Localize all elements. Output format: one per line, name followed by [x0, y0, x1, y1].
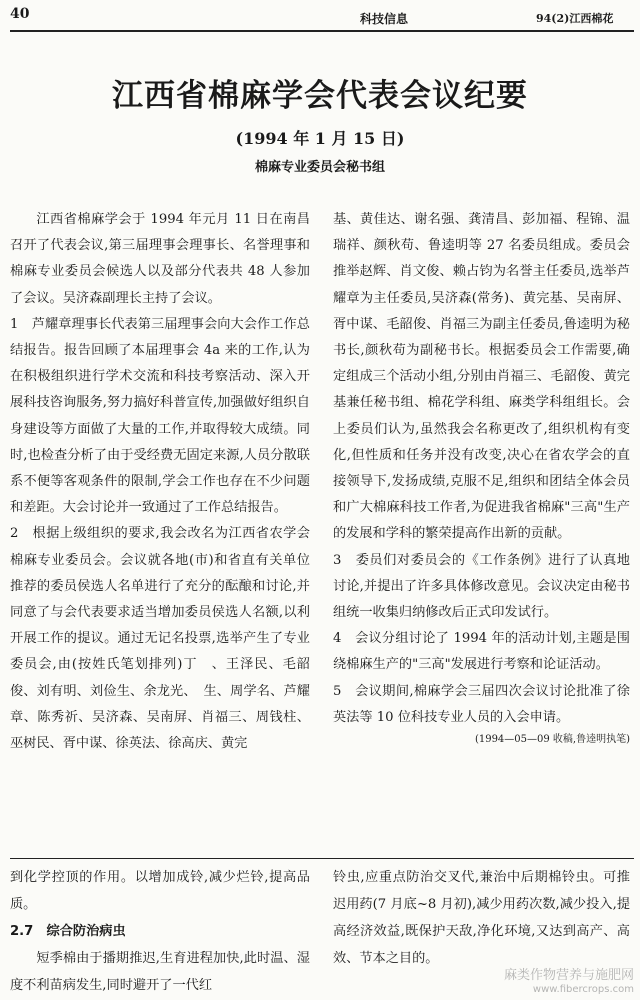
paragraph: 2 根据上级组织的要求,我会改名为江西省农学会棉麻专业委员会。会议就各地(市)和省直有关单位推荐的委员侯选人名单进行了充分的酝酿和讨论,并同意了与会代表要求适当增加委员侯选人名额,以利开展工作的提议。通过无记名投票,选举产生了专业委员会,由(按姓氏笔划排列)丁 、王泽民、毛韶俊、刘有明、刘俭生、余龙光、 生、周学名、芦耀章、陈秀祈、吴济森、吴南屏、肖福三、周钱柱、巫树民、胥中谋、徐英法、徐高庆、黄完 [10, 526, 310, 752]
paragraph: 短季棉由于播期推迟,生育进程加快,此时温、湿度不利苗病发生,同时避开了一代红 [10, 951, 310, 993]
paragraph: 4 会议分组讨论了 1994 年的活动计划,主题是围绕棉麻生产的"三高"发展进行考察和论证活动。 [333, 631, 630, 673]
article-left-column [10, 207, 310, 757]
continuation-right-column [333, 864, 630, 972]
watermark [504, 968, 634, 996]
article-date: (1994 年 1 月 15 日) [235, 129, 405, 148]
section-name: 科技信息 [360, 12, 409, 26]
paragraph: 1 芦耀章理事长代表第三届理事会向大会作工作总结报告。报告回顾了本届理事会 4a 来的工作,认为在积极组织进行学术交流和科技考察活动、深入开展科技咨询服务,努力搞好科普宣传,加强做好组织自身建设等方面做了大量的工作,并取得较大成绩。同时,也检查分析了由于受经费无固定来源,人员分散联系不便等客观条件的限制,学会工作也存在不少问题和差距。大会讨论并一致通过了工作总结报告。 [10, 316, 310, 516]
paragraph: 铃虫,应重点防治交叉代,兼治中后期棉铃虫。可推迟用药(7 月底~8 月初),减少用药次数,减少投入,提高经济效益,既保护天敌,净化环境,又达到高产、高效、节本之目的。 [333, 870, 630, 966]
issue-label: 94(2)江西棉花 [536, 12, 614, 25]
article-right-column [333, 207, 630, 749]
header-rule [10, 30, 634, 32]
article-signature: (1994—05—09 收稿,鲁逵明执笔) [474, 734, 630, 746]
continuation-left-column [10, 864, 310, 999]
watermark-url: www.fibercrops.com [532, 984, 634, 995]
section-divider [10, 858, 634, 859]
page-number: 40 [10, 6, 30, 22]
paragraph: 3 委员们对委员会的《工作条例》进行了认真地讨论,并提出了许多具体修改意见。会议决定由秘书组统一收集归纳修改后正式印发试行。 [333, 552, 630, 621]
paragraph: 5 会议期间,棉麻学会三届四次会议讨论批准了徐英法等 10 位科技专业人员的入会申请。 [333, 683, 630, 725]
paragraph: 基、黄佳达、谢名强、龚清昌、彭加福、程锦、温瑞祥、颜秋苟、鲁逵明等 27 名委员组成。委员会推举赵辉、肖文俊、赖占钧为名誉主任委员,选举芦耀章为主任委员,吴济森(常务)、黄完基、吴南屏、胥中谋、毛韶俊、肖福三为副主任委员,鲁逵明为秘书长,颜秋苟为副秘书长。根据委员会工作需要,确定组成三个活动小组,分别由肖福三、毛韶俊、黄完基兼任秘书组、棉花学科组、麻类学科组组长。会上委员们认为,虽然我会名称更改了,组织机构有变化,但性质和任务并没有改变,决心在省农学会的直接领导下,发扬成绩,克服不足,组织和团结全体会员和广大棉麻科技工作者,为促进我省棉麻"三高"生产的发展和学科的繁荣提高作出新的贡献。 [333, 212, 630, 542]
article-author: 棉麻专业委员会秘书组 [254, 160, 385, 175]
paragraph: 江西省棉麻学会于 1994 年元月 11 日在南昌召开了代表会议,第三届理事会理事长、名誉理事和棉麻专业委员会候选人以及部分代表共 48 人参加了会议。吴济森副理长主持了会议。 [10, 212, 310, 306]
watermark-site-name: 麻类作物营养与施肥网 [503, 968, 634, 983]
section-heading: 2.7 综合防治病虫 [10, 924, 126, 939]
page-header [0, 0, 640, 30]
article-title: 江西省棉麻学会代表会议纪要 [112, 78, 528, 114]
paragraph: 到化学控顶的作用。以增加成铃,减少烂铃,提高品质。 [10, 870, 310, 912]
